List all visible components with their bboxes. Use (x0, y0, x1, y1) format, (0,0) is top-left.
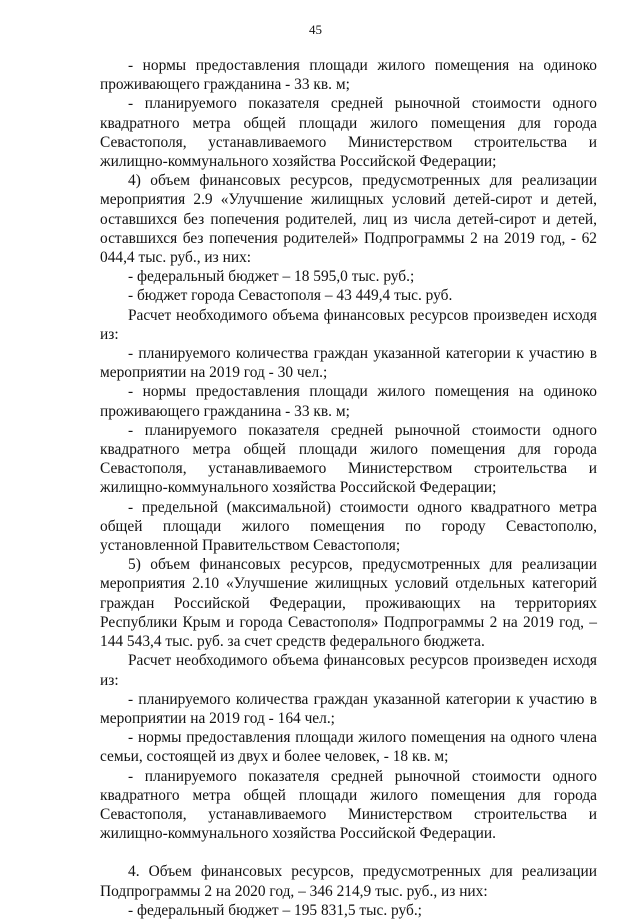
paragraph: Расчет необходимого объема финансовых ресурсов произведен исходя из: (100, 306, 597, 343)
paragraph: 4) объем финансовых ресурсов, предусмотренных для реализации мероприятия 2.9 «Улучшение жилищных условий детей-сирот и детей, оставшихся без попечения родителей, лиц из числа детей-сирот и детей, оставшихся без попечения родителей» Подпрограммы 2 на 2019 год, - 62 044,4 тыс. руб., из них: (100, 172, 597, 267)
paragraph: - планируемого количества граждан указанной категории к участию в мероприятии на 2019 год - 164 чел.; (100, 690, 597, 727)
paragraph: - бюджет города Севастополя – 43 449,4 тыс. руб. (128, 287, 453, 305)
section-heading-paragraph: 4. Объем финансовых ресурсов, предусмотренных для реализации Подпрограммы 2 на 2020 год, – 346 214,9 тыс. руб., из них: (100, 863, 597, 900)
paragraph: - федеральный бюджет – 195 831,5 тыс. руб.; (128, 901, 422, 919)
paragraph: Расчет необходимого объема финансовых ресурсов произведен исходя из: (100, 652, 597, 689)
paragraph: - планируемого показателя средней рыночной стоимости одного квадратного метра общей площади жилого помещения для города Севастополя, устанавливаемого Министерством строительства и жилищно-коммунального хозяйства Российской Федерации; (100, 421, 597, 497)
paragraph: - планируемого показателя средней рыночной стоимости одного квадратного метра общей площади жилого помещения для города Севастополя, устанавливаемого Министерством строительства и жилищно-коммунального хозяйства Российской Федерации; (100, 95, 597, 171)
page-number: 45 (309, 22, 322, 37)
paragraph: - нормы предоставления площади жилого помещения на одиноко проживающего гражданина - 33 кв. м; (100, 383, 597, 420)
paragraph: - федеральный бюджет – 18 595,0 тыс. руб.; (128, 268, 415, 286)
paragraph: 5) объем финансовых ресурсов, предусмотренных для реализации мероприятия 2.10 «Улучшение жилищных условий отдельных категорий граждан Российской Федерации, проживающих на территориях Республики Крым и города Севастополя» Подпрограммы 2 на 2019 год, – 144 543,4 тыс. руб. за счет средств федерального бюджета. (100, 556, 597, 651)
paragraph: - планируемого показателя средней рыночной стоимости одного квадратного метра общей площади жилого помещения для города Севастополя, устанавливаемого Министерством строительства и жилищно-коммунального хозяйства Российской Федерации. (100, 767, 597, 843)
paragraph: - предельной (максимальной) стоимости одного квадратного метра общей площади жилого помещения по городу Севастополю, установленной Правительством Севастополя; (100, 498, 597, 555)
paragraph: - нормы предоставления площади жилого помещения на одного члена семьи, состоящей из двух и более человек, - 18 кв. м; (100, 729, 597, 766)
document-body (100, 56, 597, 920)
paragraph: - нормы предоставления площади жилого помещения на одиноко проживающего гражданина - 33 кв. м; (100, 57, 597, 94)
paragraph: - планируемого количества граждан указанной категории к участию в мероприятии на 2019 год - 30 чел.; (100, 345, 597, 382)
